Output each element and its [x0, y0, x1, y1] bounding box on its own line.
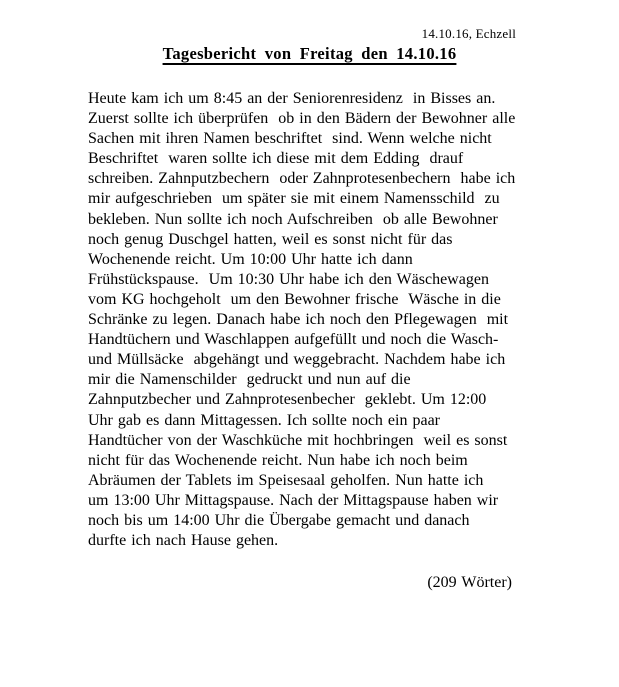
report-body	[88, 89, 515, 551]
body-line: Beschriftet waren sollte ich diese mit dem Edding drauf	[88, 150, 464, 168]
page-title: Tagesbericht von Freitag den 14.10.16	[162, 44, 457, 63]
body-line: Uhr gab es dann Mittagessen. Ich sollte noch ein paar	[88, 411, 441, 429]
body-line: bekleben. Nun sollte ich noch Aufschreiben ob alle Bewohner	[88, 210, 498, 228]
header-date: 14.10.16, Echzell	[421, 26, 516, 41]
body-line: mir aufgeschrieben um später sie mit einem Namensschild zu	[88, 190, 500, 208]
body-line: Frühstückspause. Um 10:30 Uhr habe ich den Wäschewagen	[88, 270, 489, 288]
body-line: vom KG hochgeholt um den Bewohner frische Wäsche in die	[88, 290, 501, 308]
body-line: nicht für das Wochenende reicht. Nun habe ich noch beim	[88, 451, 468, 469]
body-line: durfte ich nach Hause gehen.	[88, 532, 279, 550]
body-line: Abräumen der Tablets im Speisesaal geholfen. Nun hatte ich	[88, 471, 484, 489]
body-line: Handtücher von der Waschküche mit hochbringen weil es sonst	[88, 431, 508, 449]
body-line: Zahnputzbecher und Zahnprotesenbecher geklebt. Um 12:00	[88, 391, 487, 409]
body-line: Heute kam ich um 8:45 an der Seniorenresidenz in Bisses an.	[88, 90, 496, 107]
body-line: um 13:00 Uhr Mittagspause. Nach der Mittagspause haben wir	[88, 491, 499, 509]
body-line: noch genug Duschgel hatten, weil es sonst nicht für das	[88, 230, 453, 248]
body-line: schreiben. Zahnputzbechern oder Zahnprotesenbechern habe ich	[88, 170, 516, 188]
body-line: Zuerst sollte ich überprüfen ob in den Bädern der Bewohner alle	[88, 110, 516, 128]
body-line: Wochenende reicht. Um 10:00 Uhr hatte ich dann	[88, 250, 413, 268]
body-line: noch bis um 14:00 Uhr die Übergabe gemacht und danach	[88, 511, 470, 529]
body-line: und Müllsäcke abgehängt und weggebracht. Nachdem habe ich	[88, 351, 506, 369]
body-line: Schränke zu legen. Danach habe ich noch den Pflegewagen mit	[88, 311, 509, 329]
word-count: (209 Wörter)	[427, 574, 512, 591]
body-line: Handtüchern und Waschlappen aufgefüllt und noch die Wasch-	[88, 331, 499, 349]
body-line: Sachen mit ihren Namen beschriftet sind. Wenn welche nicht	[88, 130, 492, 148]
body-line: mir die Namenschilder gedruckt und nun auf die	[88, 371, 411, 389]
